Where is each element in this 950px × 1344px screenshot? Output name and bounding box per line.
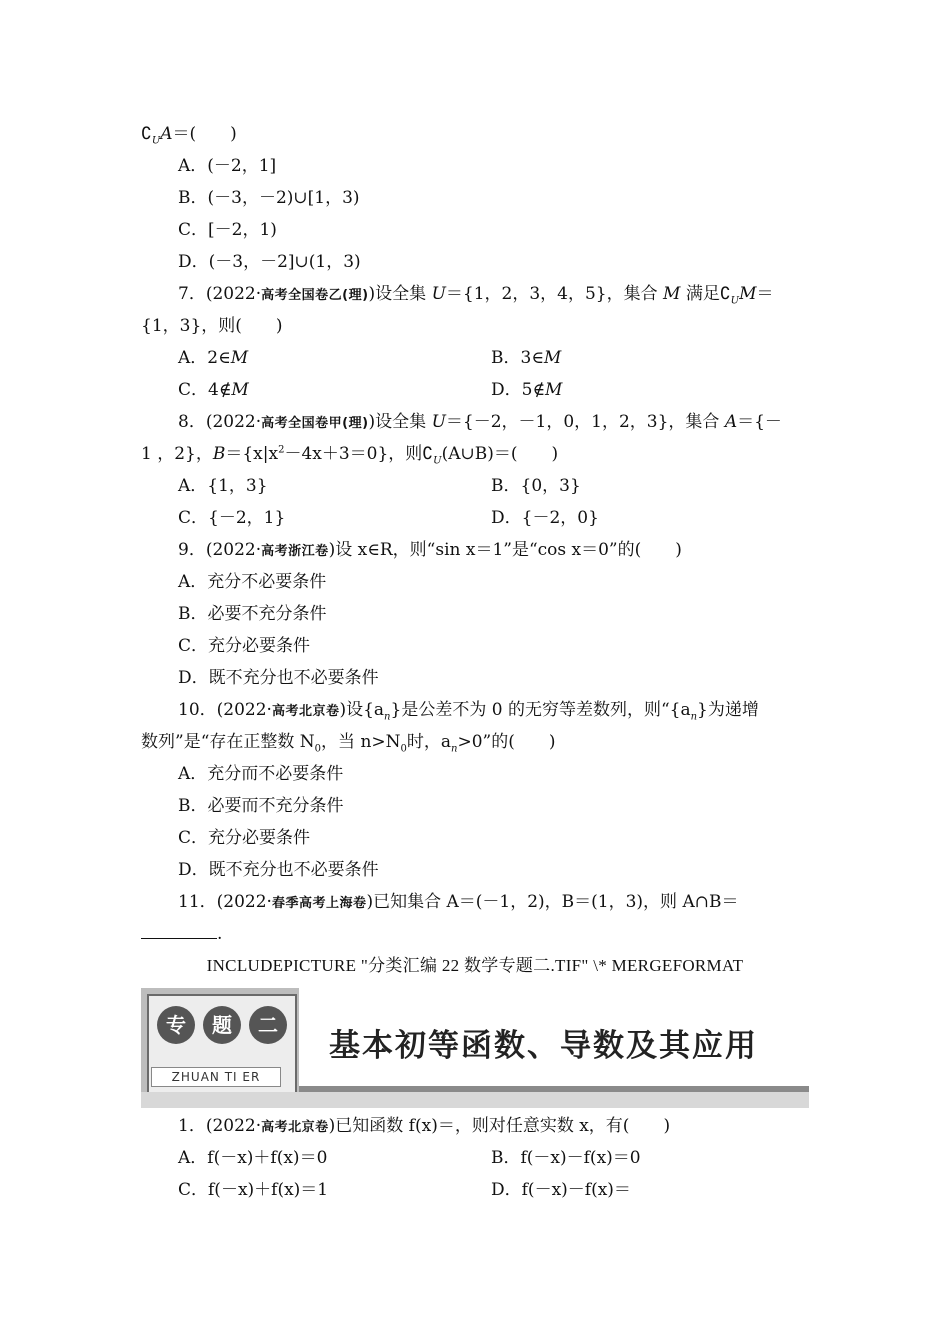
q8-source: 高考全国卷甲(理): [261, 416, 369, 431]
s2q1-options-row2: C．f(－x)＋f(x)＝1 D．f(－x)－f(x)＝: [178, 1180, 631, 1200]
q9-option-c: C．充分必要条件: [178, 636, 311, 656]
q11-source: 春季高考上海卷: [271, 896, 367, 911]
q8-options-row2: C．{－2，1} D．{－2，0}: [178, 508, 599, 528]
q7-source: 高考全国卷乙(理): [261, 288, 369, 303]
q8-options-row1: A．{1，3} B．{0，3}: [178, 476, 581, 496]
q10-option-b: B．必要而不充分条件: [178, 796, 344, 816]
q11-stem: 11．(2022·春季高考上海卷)已知集合 A＝(－1，2)，B＝(1，3)，则 A∩B＝: [178, 892, 739, 912]
q11-answer-line: .: [141, 918, 809, 950]
s2q1-stem: 1．(2022·高考北京卷)已知函数 f(x)＝，则对任意实数 x，有( ): [178, 1116, 671, 1136]
q10-source: 高考北京卷: [271, 704, 340, 719]
s2q1-options-row1: A．f(－x)＋f(x)＝0 B．f(－x)－f(x)＝0: [178, 1148, 641, 1168]
answer-blank[interactable]: [141, 918, 217, 939]
q10-stem: 10．(2022·高考北京卷)设$\{a_n\}$是公差不为 0 的无穷等差数列，则“$\{a_n\}$为递增: [178, 700, 759, 723]
q6-option-a: A．(－2，1]: [178, 156, 277, 176]
q10-option-c: C．充分必要条件: [178, 828, 311, 848]
q9-option-a: A．充分不必要条件: [178, 572, 327, 592]
q6-stem-tail: $∁_UA=$( ): [141, 124, 237, 147]
q6-option-d: D．(－3，－2]∪(1，3): [178, 252, 361, 272]
q7-options-row1: A．2∈M B．3∈M: [178, 348, 562, 368]
q9-source: 高考浙江卷: [261, 544, 329, 559]
q6-option-c: C．[－2，1): [178, 220, 277, 240]
q8-stem: 8．(2022·高考全国卷甲(理))设全集 U＝{－2，－1，0，1，2，3}，集合 A＝{－: [178, 412, 782, 432]
banner-char-er: 二: [249, 1006, 287, 1044]
document-page: [141, 118, 809, 1206]
q7-stem-line2: {1，3}，则( ): [141, 316, 283, 336]
banner-char-ti: 题: [203, 1006, 241, 1044]
section-banner: [141, 984, 809, 1110]
q9-stem: 9．(2022·高考浙江卷)设 x∈R，则“sin x＝1”是“cos x＝0”的( ): [178, 540, 682, 560]
q9-option-d: D．既不充分也不必要条件: [178, 668, 379, 688]
include-picture-field: INCLUDEPICTURE "分类汇编 22 数学专题二.TIF" \* MERGEFORMAT: [206, 956, 744, 975]
q9-option-b: B．必要不充分条件: [178, 604, 327, 624]
section-title: 基本初等函数、导数及其应用: [329, 1028, 758, 1064]
q7-options-row2: C．4∉M D．5∉M: [178, 380, 563, 400]
banner-char-zhuan: 专: [157, 1006, 195, 1044]
q10-option-d: D．既不充分也不必要条件: [178, 860, 379, 880]
s2q1-source: 高考北京卷: [261, 1120, 329, 1135]
q10-stem-line2: 数列”是“存在正整数 $N_0$，当 $n>N_0$时，$a_n>0$”的( ): [141, 732, 556, 755]
q6-option-b: B．(－3，－2)∪[1，3): [178, 188, 360, 208]
q7-stem: 7．(2022·高考全国卷乙(理))设全集 U＝{1，2，3，4，5}，集合 M 满足$∁_UM=$: [178, 284, 774, 307]
q10-option-a: A．充分而不必要条件: [178, 764, 344, 784]
banner-pinyin: ZHUAN TI ER: [151, 1067, 281, 1087]
q8-stem-line2: 1 ，2}，$B=\{x|x^2-4x+3=0\}$，则$∁_U(A\cup B)=$( ): [141, 444, 559, 467]
